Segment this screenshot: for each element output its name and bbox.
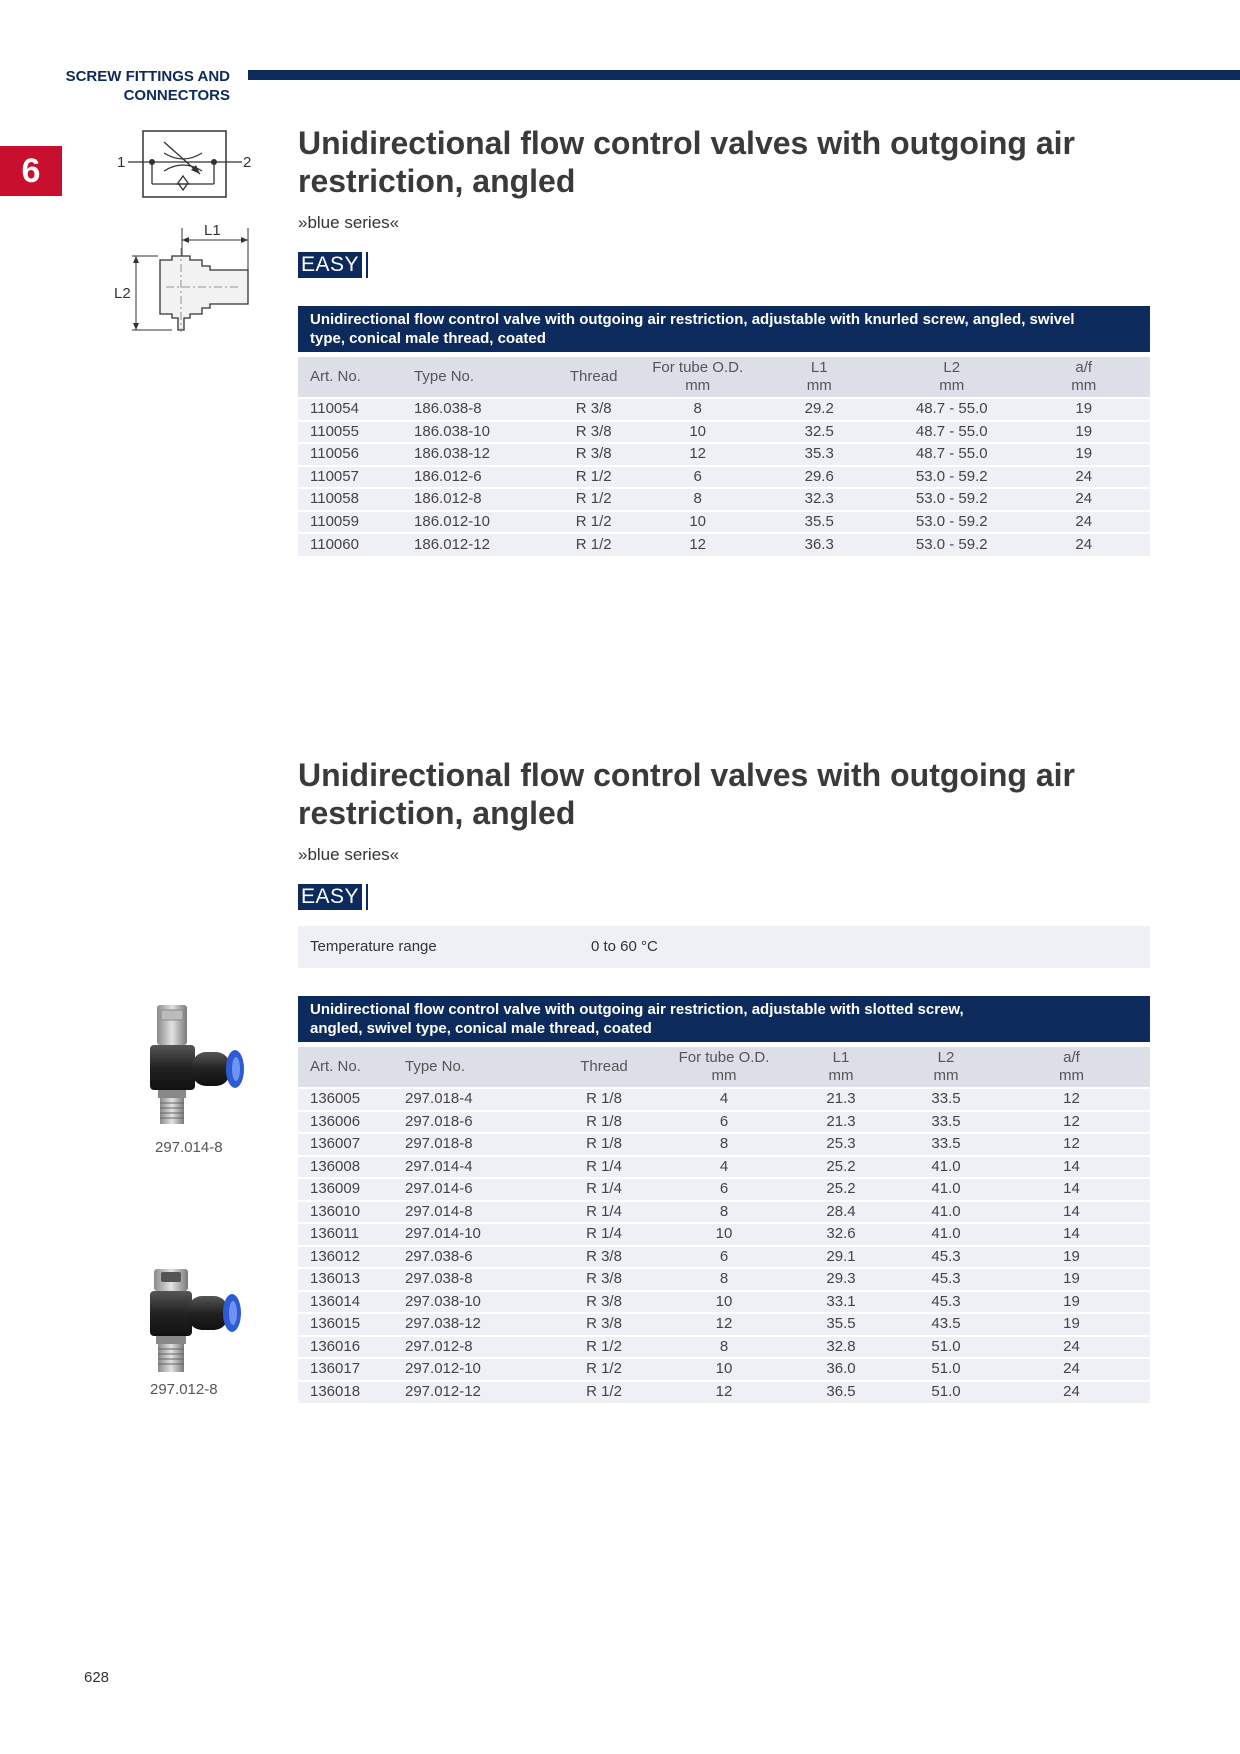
column-header-label: L1 (832, 1049, 850, 1066)
table-cell: 186.012-8 (402, 488, 544, 511)
column-header-label: Thread (580, 1058, 628, 1075)
table-cell: 186.012-12 (402, 533, 544, 556)
section2-title-line1: Unidirectional flow control valves with outgoing air (298, 757, 1075, 793)
table-cell: 43.5 (899, 1313, 993, 1336)
product-image-297-014-8 (140, 1000, 265, 1130)
table-cell: 10 (665, 1358, 783, 1381)
table-cell: 6 (665, 1178, 783, 1201)
table-cell: 136013 (298, 1268, 393, 1291)
dimension-drawing (110, 218, 260, 338)
table-cell: 29.1 (783, 1246, 899, 1269)
table-cell: 110059 (298, 511, 402, 534)
table-cell: 297.014-10 (393, 1223, 543, 1246)
table-cell: 110058 (298, 488, 402, 511)
table-cell: 10 (643, 511, 753, 534)
column-header (402, 357, 544, 398)
table-cell: 110056 (298, 443, 402, 466)
table-cell: R 1/2 (544, 488, 643, 511)
table-row (298, 1201, 1150, 1224)
table-cell: 25.2 (783, 1156, 899, 1179)
table-cell: 48.7 - 55.0 (886, 443, 1017, 466)
column-header (993, 1047, 1150, 1088)
table-cell: 12 (643, 443, 753, 466)
table-cell: R 1/4 (543, 1223, 665, 1246)
table-cell: R 1/2 (543, 1336, 665, 1359)
column-header-label: L1 (810, 359, 828, 376)
table-cell: R 1/8 (543, 1133, 665, 1156)
section2-title-line2: restriction, angled (298, 795, 576, 831)
column-header-label: Thread (569, 368, 618, 385)
column-header-label: L2 (937, 1049, 955, 1066)
table-cell: 297.014-8 (393, 1201, 543, 1224)
table-cell: 14 (993, 1178, 1150, 1201)
table-cell: R 3/8 (543, 1268, 665, 1291)
column-header (543, 1047, 665, 1088)
table-cell: R 3/8 (544, 443, 643, 466)
table-cell: R 1/2 (544, 533, 643, 556)
column-header (752, 357, 886, 398)
temperature-range-row (298, 926, 1150, 968)
section1-table-title-line1: Unidirectional flow control valve with outgoing air restriction, adjustable with knurled screw, angled, swivel (310, 311, 1075, 328)
table-cell: 48.7 - 55.0 (886, 398, 1017, 421)
table-cell: 6 (665, 1111, 783, 1134)
table-cell: 35.3 (752, 443, 886, 466)
section1-easy-badge (298, 252, 368, 278)
table-cell: 297.014-6 (393, 1178, 543, 1201)
table-cell: 41.0 (899, 1156, 993, 1179)
table-cell: R 1/2 (544, 511, 643, 534)
table-cell: 136010 (298, 1201, 393, 1224)
table-cell: 29.6 (752, 466, 886, 489)
table-cell: 110055 (298, 421, 402, 444)
table-cell: 297.012-8 (393, 1336, 543, 1359)
section1-table-title-line2: type, conical male thread, coated (310, 330, 546, 347)
table-cell: 6 (643, 466, 753, 489)
table-cell: R 1/8 (543, 1111, 665, 1134)
table-row (298, 1178, 1150, 1201)
column-header (783, 1047, 899, 1088)
table-cell: 297.038-10 (393, 1291, 543, 1314)
table-cell: R 1/4 (543, 1156, 665, 1179)
column-header (298, 357, 402, 398)
table-cell: 24 (1017, 533, 1150, 556)
product-image-297-012-8 (138, 1264, 263, 1379)
table-cell: 297.038-6 (393, 1246, 543, 1269)
column-header-unit: mm (711, 1067, 737, 1084)
table-cell: 35.5 (752, 511, 886, 534)
table-row (298, 1111, 1150, 1134)
table-cell: 297.012-12 (393, 1381, 543, 1404)
table-cell: 24 (993, 1336, 1150, 1359)
table-cell: 35.5 (783, 1313, 899, 1336)
section2-table-title (298, 996, 1150, 1042)
section2-table-title-line2: angled, swivel type, conical male thread, coated (310, 1020, 652, 1037)
header-rule (248, 70, 1240, 80)
column-header-label: Type No. (414, 368, 475, 385)
table-cell: 33.5 (899, 1088, 993, 1111)
section1-title (298, 124, 1198, 200)
chapter-header-line1: SCREW FITTINGS AND (65, 68, 230, 85)
chapter-header-line2: CONNECTORS (123, 87, 230, 104)
table-cell: 33.5 (899, 1133, 993, 1156)
column-header-unit: mm (828, 1067, 854, 1084)
table-cell: 136015 (298, 1313, 393, 1336)
table-cell: 110057 (298, 466, 402, 489)
table-cell: 110060 (298, 533, 402, 556)
column-header-unit: mm (806, 377, 832, 394)
table-row (298, 1358, 1150, 1381)
column-header (899, 1047, 993, 1088)
table-cell: 12 (643, 533, 753, 556)
table-cell: 14 (993, 1156, 1150, 1179)
section2-spec-table (298, 1047, 1150, 1403)
table-cell: 24 (993, 1381, 1150, 1404)
section2-table-title-line1: Unidirectional flow control valve with outgoing air restriction, adjustable with slotted screw, (310, 1001, 964, 1018)
table-cell: 24 (1017, 511, 1150, 534)
table-cell: 45.3 (899, 1246, 993, 1269)
table-cell: 24 (1017, 466, 1150, 489)
table-cell: 24 (1017, 488, 1150, 511)
table-cell: 53.0 - 59.2 (886, 488, 1017, 511)
table-row (298, 1133, 1150, 1156)
table-cell: 32.3 (752, 488, 886, 511)
table-row (298, 511, 1150, 534)
table-cell: 32.6 (783, 1223, 899, 1246)
column-header-unit: mm (1071, 377, 1097, 394)
table-cell: 186.038-12 (402, 443, 544, 466)
table-cell: 19 (1017, 443, 1150, 466)
table-row (298, 1381, 1150, 1404)
table-cell: 12 (665, 1313, 783, 1336)
column-header (544, 357, 643, 398)
table-cell: R 1/4 (543, 1178, 665, 1201)
table-cell: 53.0 - 59.2 (886, 511, 1017, 534)
table-cell: 41.0 (899, 1201, 993, 1224)
column-header (1017, 357, 1150, 398)
table-cell: 21.3 (783, 1088, 899, 1111)
column-header-unit: mm (933, 1067, 959, 1084)
section2-easy-badge (298, 884, 368, 910)
table-cell: 25.2 (783, 1178, 899, 1201)
table-cell: R 1/2 (543, 1381, 665, 1404)
table-cell: 19 (1017, 421, 1150, 444)
table-row (298, 443, 1150, 466)
table-cell: R 3/8 (544, 398, 643, 421)
table-cell: 8 (643, 488, 753, 511)
table-cell: 53.0 - 59.2 (886, 533, 1017, 556)
table-cell: 29.3 (783, 1268, 899, 1291)
table-row (298, 1156, 1150, 1179)
table-cell: 186.038-8 (402, 398, 544, 421)
table-header-row (298, 357, 1150, 398)
table-cell: 25.3 (783, 1133, 899, 1156)
column-header-unit: mm (685, 377, 711, 394)
section2-title (298, 756, 1198, 832)
table-cell: 32.8 (783, 1336, 899, 1359)
column-header-label: a/f (1075, 359, 1093, 376)
table-row (298, 466, 1150, 489)
table-cell: 136007 (298, 1133, 393, 1156)
table-cell: 45.3 (899, 1291, 993, 1314)
table-cell: 12 (993, 1088, 1150, 1111)
table-cell: 136011 (298, 1223, 393, 1246)
table-cell: 8 (665, 1336, 783, 1359)
table-cell: 24 (993, 1358, 1150, 1381)
column-header (298, 1047, 393, 1088)
column-header-unit: mm (939, 377, 965, 394)
table-cell: 36.0 (783, 1358, 899, 1381)
product-image-caption: 297.014-8 (155, 1139, 223, 1156)
table-cell: R 3/8 (543, 1291, 665, 1314)
table-cell: 14 (993, 1201, 1150, 1224)
table-cell: 297.012-10 (393, 1358, 543, 1381)
table-row (298, 398, 1150, 421)
table-cell: 21.3 (783, 1111, 899, 1134)
table-cell: 10 (665, 1291, 783, 1314)
table-cell: 136006 (298, 1111, 393, 1134)
table-cell: 28.4 (783, 1201, 899, 1224)
column-header-label: Art. No. (310, 368, 361, 385)
column-header (665, 1047, 783, 1088)
table-cell: 4 (665, 1088, 783, 1111)
table-cell: 32.5 (752, 421, 886, 444)
table-cell: 19 (993, 1291, 1150, 1314)
table-cell: 51.0 (899, 1358, 993, 1381)
pneumatic-symbol (112, 128, 262, 204)
easy-badge-text: EASY (298, 884, 362, 910)
table-cell: R 3/8 (543, 1246, 665, 1269)
section1-series: »blue series« (298, 213, 400, 232)
product-image-caption: 297.012-8 (150, 1381, 218, 1398)
table-cell: 186.012-10 (402, 511, 544, 534)
column-header (886, 357, 1017, 398)
table-cell: 29.2 (752, 398, 886, 421)
table-cell: 10 (643, 421, 753, 444)
table-cell: 297.018-6 (393, 1111, 543, 1134)
table-cell: 41.0 (899, 1223, 993, 1246)
l1-label: L1 (204, 222, 221, 239)
table-row (298, 421, 1150, 444)
table-row (298, 1268, 1150, 1291)
table-cell: 186.038-10 (402, 421, 544, 444)
table-cell: R 1/8 (543, 1088, 665, 1111)
table-header-row (298, 1047, 1150, 1088)
table-cell: R 3/8 (543, 1313, 665, 1336)
temperature-label: Temperature range (310, 938, 437, 955)
table-cell: 136009 (298, 1178, 393, 1201)
table-row (298, 533, 1150, 556)
table-cell: 186.012-6 (402, 466, 544, 489)
table-cell: 297.038-8 (393, 1268, 543, 1291)
table-cell: 10 (665, 1223, 783, 1246)
table-cell: 8 (643, 398, 753, 421)
table-row (298, 488, 1150, 511)
port-in-label: 1 (117, 154, 126, 171)
section1-title-line2: restriction, angled (298, 163, 576, 199)
table-cell: 136018 (298, 1381, 393, 1404)
easy-badge-bar (366, 252, 368, 278)
table-cell: 297.018-4 (393, 1088, 543, 1111)
table-cell: 41.0 (899, 1178, 993, 1201)
table-cell: 14 (993, 1223, 1150, 1246)
table-cell: 33.5 (899, 1111, 993, 1134)
table-cell: 4 (665, 1156, 783, 1179)
table-cell: 51.0 (899, 1336, 993, 1359)
table-row (298, 1246, 1150, 1269)
table-cell: 33.1 (783, 1291, 899, 1314)
table-cell: 136005 (298, 1088, 393, 1111)
column-header (643, 357, 753, 398)
table-cell: R 1/2 (543, 1358, 665, 1381)
table-cell: 136017 (298, 1358, 393, 1381)
table-cell: 51.0 (899, 1381, 993, 1404)
table-cell: 297.018-8 (393, 1133, 543, 1156)
table-cell: 136012 (298, 1246, 393, 1269)
port-out-label: 2 (243, 154, 252, 171)
column-header-label: L2 (943, 359, 961, 376)
table-row (298, 1223, 1150, 1246)
section1-table-title (298, 306, 1150, 352)
table-cell: 297.038-12 (393, 1313, 543, 1336)
chapter-tab[interactable]: 6 (0, 146, 62, 196)
table-cell: 36.5 (783, 1381, 899, 1404)
easy-badge-bar (366, 884, 368, 910)
column-header-label: a/f (1063, 1049, 1080, 1066)
table-cell: 297.014-4 (393, 1156, 543, 1179)
table-cell: R 1/2 (544, 466, 643, 489)
column-header-label: For tube O.D. (652, 359, 744, 376)
table-row (298, 1336, 1150, 1359)
section2-series: »blue series« (298, 845, 400, 864)
chapter-header (40, 67, 230, 105)
table-cell: 136008 (298, 1156, 393, 1179)
table-cell: 110054 (298, 398, 402, 421)
table-row (298, 1313, 1150, 1336)
table-cell: 12 (993, 1111, 1150, 1134)
table-cell: 12 (993, 1133, 1150, 1156)
table-cell: 136014 (298, 1291, 393, 1314)
easy-badge-text: EASY (298, 252, 362, 278)
table-row (298, 1291, 1150, 1314)
column-header-label: For tube O.D. (678, 1049, 770, 1066)
table-cell: 45.3 (899, 1268, 993, 1291)
table-row (298, 1088, 1150, 1111)
table-cell: R 3/8 (544, 421, 643, 444)
column-header (393, 1047, 543, 1088)
page-number: 628 (84, 1669, 110, 1686)
l2-label: L2 (114, 285, 131, 302)
table-cell: 6 (665, 1246, 783, 1269)
table-cell: 19 (993, 1313, 1150, 1336)
table-cell: 136016 (298, 1336, 393, 1359)
table-cell: 19 (993, 1268, 1150, 1291)
table-cell: 8 (665, 1201, 783, 1224)
column-header-label: Art. No. (310, 1058, 361, 1075)
table-cell: 36.3 (752, 533, 886, 556)
column-header-unit: mm (1059, 1067, 1084, 1084)
section1-title-line1: Unidirectional flow control valves with outgoing air (298, 125, 1075, 161)
table-cell: 12 (665, 1381, 783, 1404)
table-cell: 8 (665, 1133, 783, 1156)
section1-spec-table (298, 357, 1150, 556)
table-cell: 53.0 - 59.2 (886, 466, 1017, 489)
column-header-label: Type No. (405, 1058, 466, 1075)
table-cell: 19 (993, 1246, 1150, 1269)
table-cell: 48.7 - 55.0 (886, 421, 1017, 444)
table-cell: 8 (665, 1268, 783, 1291)
table-cell: R 1/4 (543, 1201, 665, 1224)
temperature-value: 0 to 60 °C (591, 938, 658, 955)
table-cell: 19 (1017, 398, 1150, 421)
